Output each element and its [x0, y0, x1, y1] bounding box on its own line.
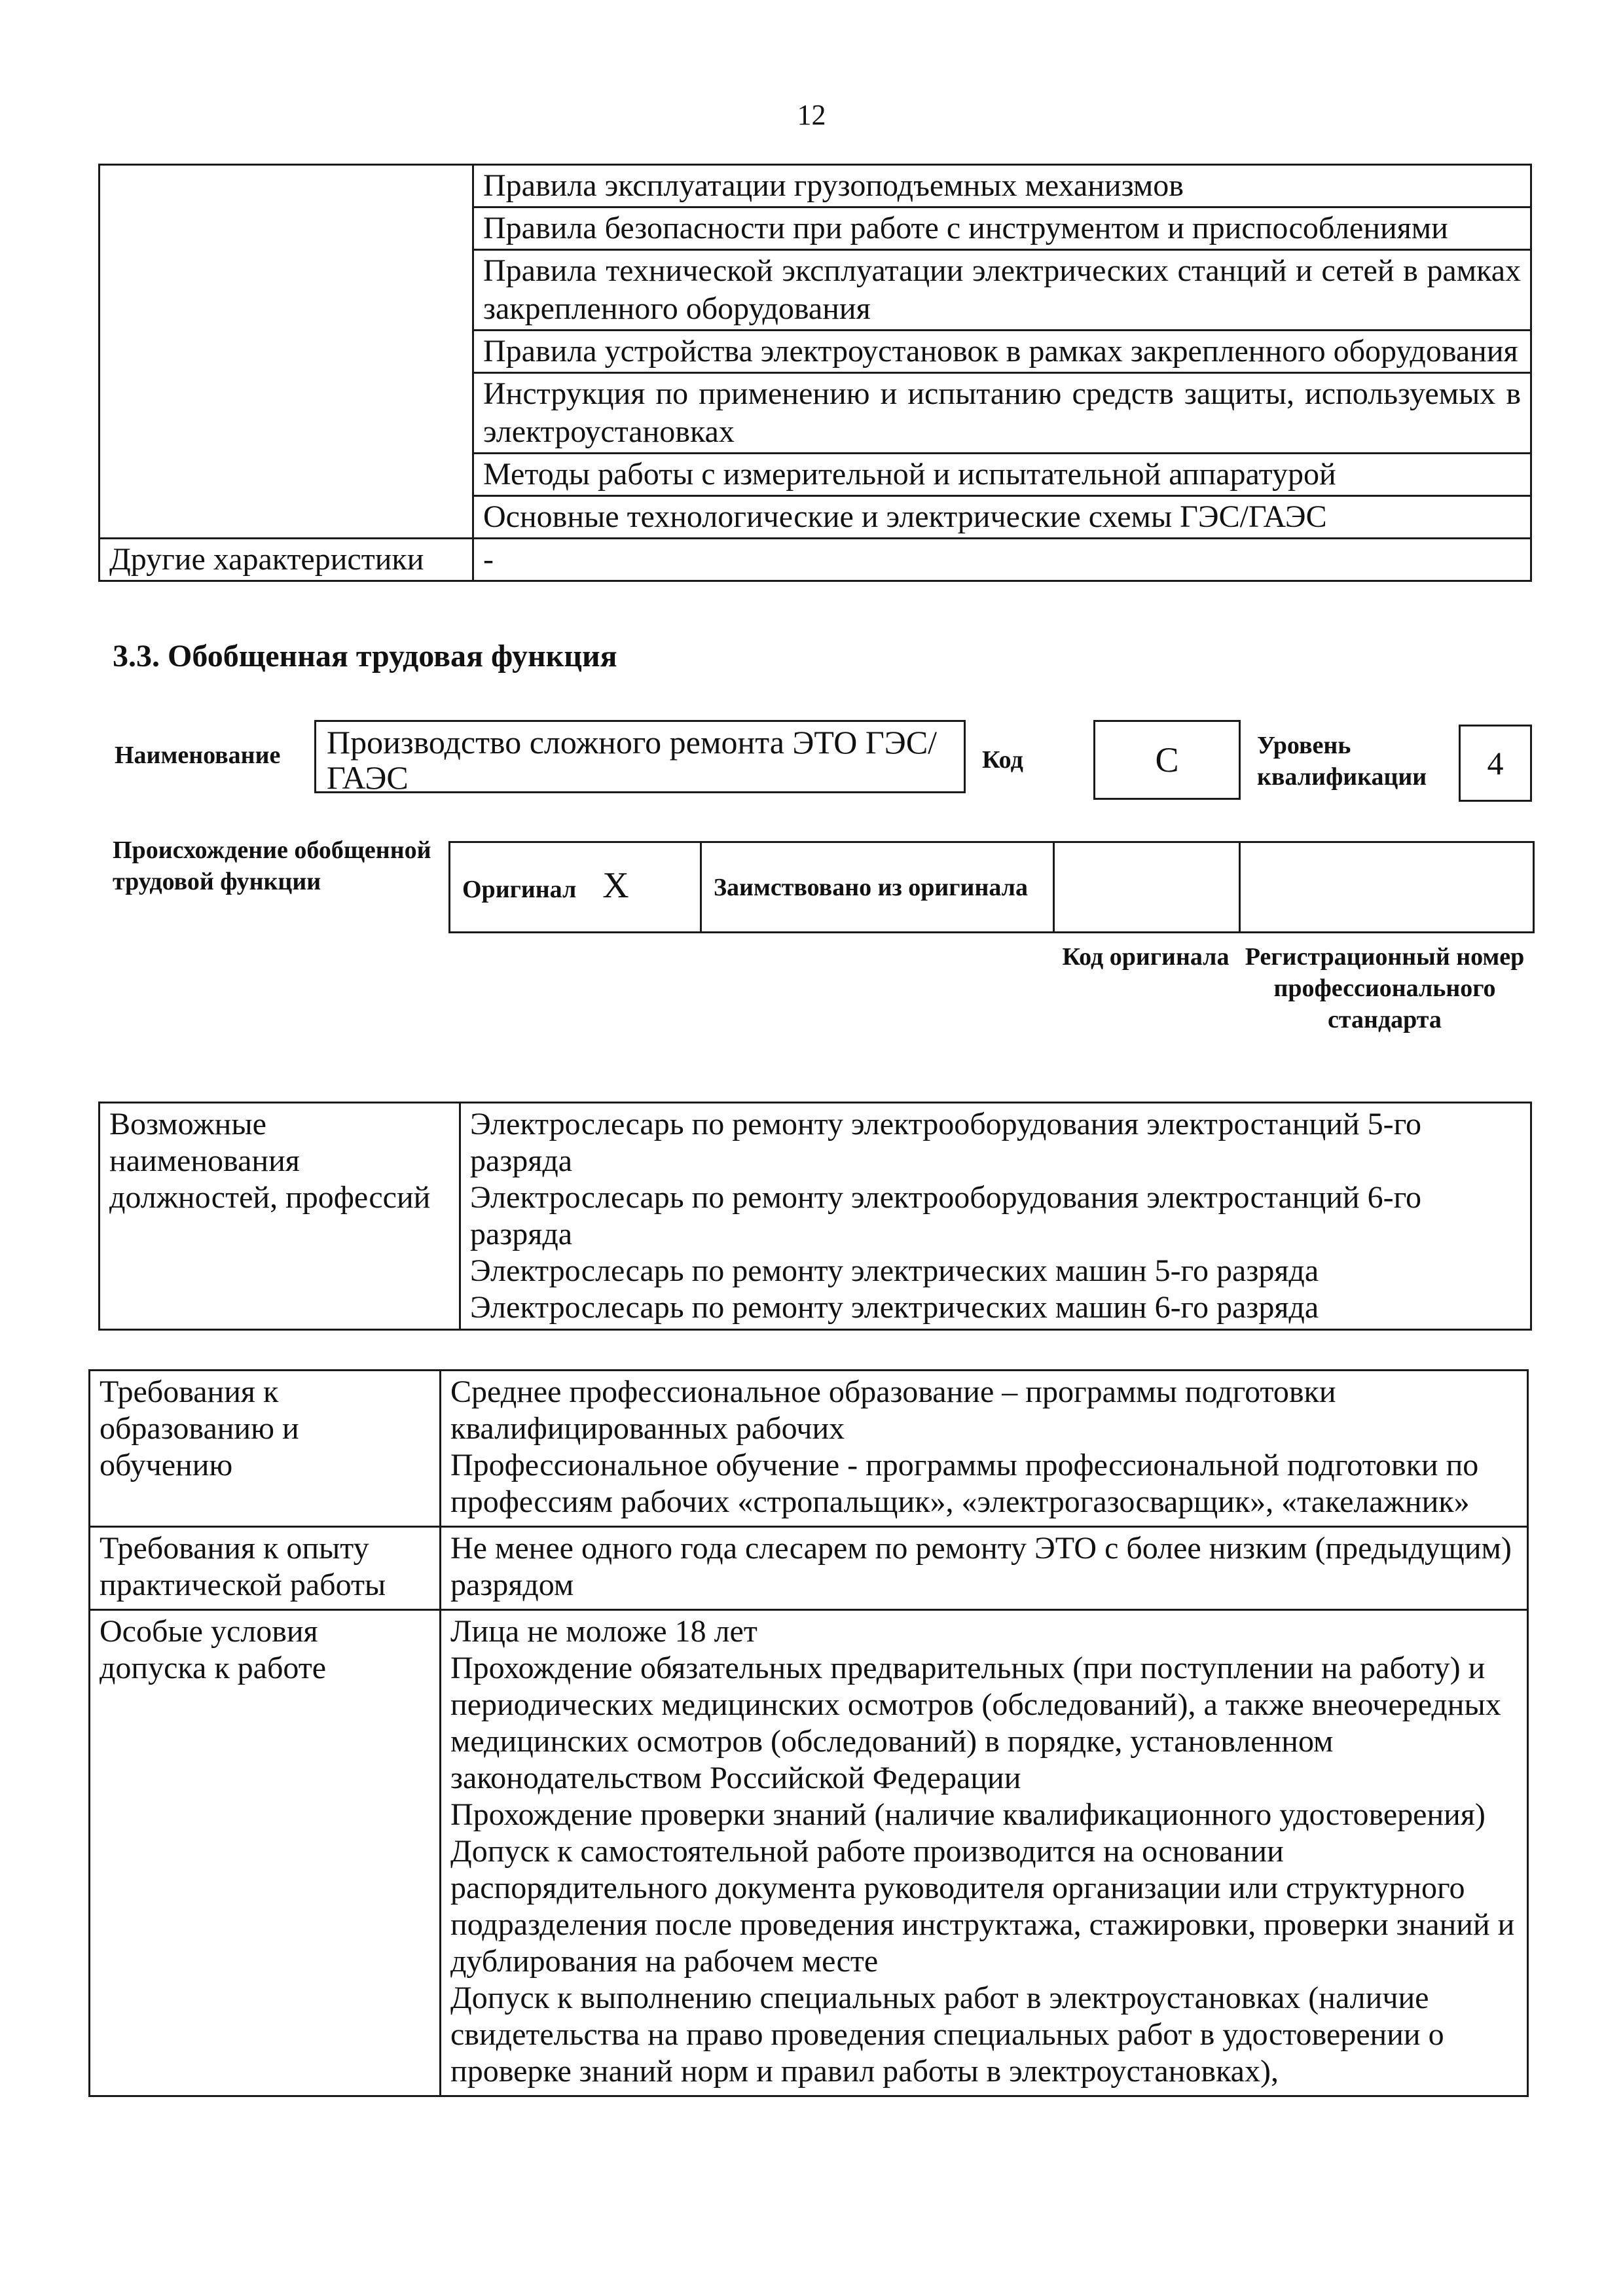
name-label: Наименование	[115, 742, 281, 769]
education-list	[441, 1371, 1528, 1527]
admission-label: Особые условия допуска к работе	[90, 1610, 441, 2096]
knowledge-item: Правила эксплуатации грузоподъемных механизмов	[473, 165, 1531, 207]
original-code-cell	[1054, 842, 1240, 933]
origin-label: Происхождение обобщенной трудовой функции	[113, 836, 431, 895]
qualification-level-value: 4	[1459, 725, 1532, 802]
knowledge-table	[98, 164, 1532, 582]
admission-item: Прохождение проверки знаний (наличие квалификационного удостоверения)	[450, 1797, 1486, 1832]
experience-label: Требования к опыту практической работы	[90, 1527, 441, 1610]
section-heading: 3.3. Обобщенная трудовая функция	[113, 639, 617, 673]
original-code-caption: Код оригинала	[1062, 943, 1230, 971]
position-item: Электрослесарь по ремонту электрических машин 5-го разряда	[470, 1253, 1319, 1288]
admission-item: Прохождение обязательных предварительных (при поступлении на работу) и периодических медицинских осмотров (обследований), а также внеочередных медицинских осмотров (обследований) в порядке, установленном законодательством Российской Федерации	[450, 1651, 1501, 1795]
education-label: Требования к образованию и обучению	[90, 1371, 441, 1527]
requirements-table	[88, 1369, 1529, 2097]
original-mark: Х	[602, 865, 629, 906]
position-item: Электрослесарь по ремонту электрооборудования электростанций 5-го разряда	[470, 1107, 1422, 1178]
knowledge-item: Правила устройства электроустановок в рамках закрепленного оборудования	[473, 331, 1531, 373]
positions-table	[98, 1102, 1532, 1331]
function-name-value: Производство сложного ремонта ЭТО ГЭС/ГАЭС	[314, 720, 966, 793]
position-item: Электрослесарь по ремонту электрических машин 6-го разряда	[470, 1290, 1319, 1325]
admission-item: Допуск к самостоятельной работе производится на основании распорядительного документа руководителя организации или структурного подразделения после проведения инструктажа, стажировки, проверки знаний и дублирования на рабочем месте	[450, 1834, 1515, 1979]
origin-original-cell	[450, 842, 701, 933]
qualification-level-label: Уровень квалификации	[1257, 732, 1427, 791]
admission-item: Лица не моложе 18 лет	[450, 1614, 757, 1649]
table-row	[90, 1527, 1528, 1610]
knowledge-label-cell	[100, 165, 473, 539]
page-number: 12	[797, 99, 826, 131]
table-row	[100, 165, 1531, 207]
table-row	[100, 539, 1531, 581]
knowledge-item: Правила технической эксплуатации электрических станций и сетей в рамках закрепленного оборудования	[473, 250, 1531, 331]
admission-item: Допуск к выполнению специальных работ в электроустановках (наличие свидетельства на право проведения специальных работ в удостоверении о проверке знаний норм и правил работы в электроустановках),	[450, 1981, 1444, 2089]
table-row	[90, 1610, 1528, 2096]
education-item: Профессиональное обучение - программы профессиональной подготовки по профессиям рабочих «стропальщик», «электрогазосварщик», «такелажник»	[450, 1448, 1479, 1519]
origin-table	[448, 841, 1535, 933]
function-code-value: С	[1093, 720, 1241, 800]
knowledge-item: Основные технологические и электрические схемы ГЭС/ГАЭС	[473, 496, 1531, 539]
table-row	[100, 1103, 1531, 1330]
code-label: Код	[982, 746, 1023, 774]
other-characteristics-label: Другие характеристики	[100, 539, 473, 581]
knowledge-item: Методы работы с измерительной и испытательной аппаратурой	[473, 454, 1531, 496]
positions-list	[460, 1103, 1531, 1330]
education-item: Среднее профессиональное образование – программы подготовки квалифицированных рабочих	[450, 1374, 1336, 1446]
original-label: Оригинал	[462, 875, 577, 903]
knowledge-item: Правила безопасности при работе с инструментом и приспособлениями	[473, 207, 1531, 250]
table-row	[450, 842, 1534, 933]
table-row	[90, 1371, 1528, 1527]
other-characteristics-value: -	[473, 539, 1531, 581]
admission-list	[441, 1610, 1528, 2096]
positions-label: Возможные наименования должностей, профессий	[100, 1103, 460, 1330]
registration-number-cell	[1240, 842, 1534, 933]
position-item: Электрослесарь по ремонту электрооборудования электростанций 6-го разряда	[470, 1180, 1422, 1251]
knowledge-item: Инструкция по применению и испытанию средств защиты, используемых в электроустановках	[473, 373, 1531, 454]
borrowed-label: Заимствовано из оригинала	[701, 842, 1054, 933]
registration-number-caption: Регистрационный номер профессионального стандарта	[1245, 943, 1525, 1033]
experience-value: Не менее одного года слесарем по ремонту ЭТО с более низким (предыдущим) разрядом	[441, 1527, 1528, 1610]
